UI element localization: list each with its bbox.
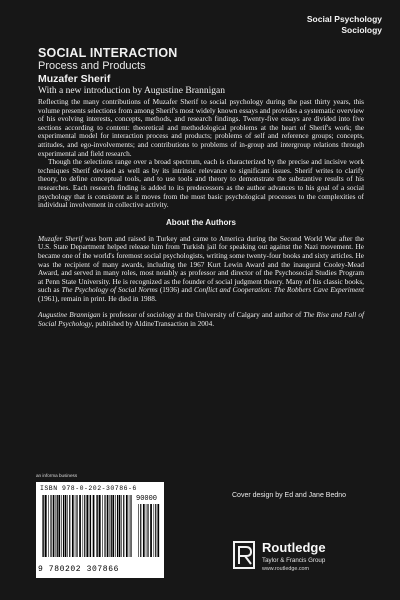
barcode-bar [112,495,114,557]
barcode-bar [42,495,43,557]
barcode-number: 9 780202 307866 [38,565,120,574]
barcode-bar [117,495,118,557]
publisher-url: www.routledge.com [262,566,310,572]
barcode-bar [99,495,101,557]
description-paragraph-2: Though the selections range over a broad spectrum, each is characterized by the precise and incisive work techniques Sherif devised as well as by its intrinsic relevance to significant issues. Sherif writes to clarify theory, to define conceptual tools, and to use tools and theory to demonstrate the substantive results of his researches. Each research finding is added to its predecessors as the author advances to his goal of a social psychology that is consistent as it moves from the most basic psychological processes to the complexities of individual involvement in collective activity. [38,157,364,210]
brannigan-book: The Rise and Fall of Social Psychology [38,310,364,329]
book-author: Muzafer Sherif [38,73,111,85]
barcode-bar [58,495,60,557]
barcode-bar [140,504,141,557]
barcode-bar [75,495,76,557]
sherif-book-1: The Psychology of Social Norms [61,285,158,295]
barcode-bar [129,495,130,557]
barcode-bar [146,504,147,557]
barcode-bar [72,495,74,557]
barcode-bar [111,495,112,557]
barcode-bar [69,495,70,557]
barcode-bar [110,495,111,557]
barcode-bar [61,495,62,557]
barcode-bar [155,504,156,557]
barcode-bar [138,504,139,557]
introduction-credit: With a new introduction by Augustine Brannigan [38,86,225,96]
barcode-bars [42,495,134,557]
publisher-name: Routledge [262,540,326,555]
barcode-bar [90,495,91,557]
barcode-bar [43,495,44,557]
publisher-block [232,540,372,576]
barcode-bar [67,495,68,557]
sherif-bio-text-1: was born and raised in Turkey and came to America during the Second World War after the U.S. State Department helped release him from Turkish jail for speaking out against the Nazi movement. He became one of the world's foremost social psychologists, writing some twenty-four books and sixty articles. He was the recipient of many awards, including the 1967 Kurt Lewin Award and the inaugural Cooley-Mead Award, and served in many roles, most notably as professor and director of the Psychosocial Studies Program at Penn State University. He is recognized as the founder of social judgment theory. Many of his classic books, such as [38,233,364,295]
barcode-bar [107,495,109,557]
brannigan-bio-text-1: is professor of sociology at the University of Calgary and author of [100,310,304,320]
barcode-bar [150,504,152,557]
barcode-bar [86,495,88,557]
sherif-bio-text-3: (1961), remain in print. He died in 1988. [38,293,157,303]
barcode-bar [115,495,116,557]
barcode-bar [119,495,121,557]
barcode-bar [93,495,95,557]
category-social-psychology: Social Psychology [306,14,382,24]
barcode-bar [84,495,85,557]
barcode-bar [157,504,159,557]
book-subtitle: Process and Products [38,60,146,72]
sherif-name: Muzafer Sherif [38,233,83,243]
barcode-bar [104,495,105,557]
barcode-bar [76,495,77,557]
barcode-bar [63,495,64,557]
isbn-barcode [36,482,164,578]
cover-design-credit: Cover design by Ed and Jane Bedno [232,492,347,499]
brannigan-name: Augustine Brannigan [38,310,101,320]
barcode-bar [56,495,57,557]
barcode-addon-bars [138,504,160,557]
barcode-bar [97,495,98,557]
barcode-bar [57,495,58,557]
barcode-bar [48,495,49,557]
barcode-bar [65,495,67,557]
price-addon-number: 90000 [136,495,158,503]
barcode-bar [53,495,55,557]
barcode-bar [96,495,97,557]
publisher-group: Taylor & Francis Group [262,557,326,564]
isbn-label: ISBN 978-0-202-30786-6 [40,485,137,492]
barcode-bar [89,495,90,557]
barcode-bar [154,504,155,557]
barcode-bar [79,495,81,557]
sherif-bio [38,235,364,304]
description-paragraph-1: Reflecting the many contributions of Muzafer Sherif to social psychology during the past thirty years, this volume presents selections from among Sherif's most widely known essays and provides a systematic overview of his evolving interests, concepts, methods, and research findings. Twenty-five essays are divided into five sections according to content: theoretical and methodological problems at the heart of Sherif's work; the experimental model for interaction process and products; problems of self and reference groups; concepts, attitudes, and ego-involvements; and contributions to problems of in-group and intergroup relations through experimental and field research. [38,97,364,158]
category-sociology: Sociology [341,25,382,35]
sherif-bio-text-2: (1936) and [157,285,194,295]
barcode-bar [121,495,122,557]
barcode-bar [143,504,145,557]
book-title: SOCIAL INTERACTION [38,46,178,60]
barcode-bar [83,495,84,557]
informa-business-label: an informa business [36,473,78,478]
barcode-bar [126,495,128,557]
barcode-bar [102,495,103,557]
brannigan-bio-text-2: , published by AldineTransaction in 2004. [91,319,215,329]
about-authors-heading: About the Authors [166,217,236,227]
routledge-logo-icon [232,540,256,570]
barcode-bar [147,504,148,557]
brannigan-bio [38,311,364,328]
barcode-bar [130,495,131,557]
barcode-bar [50,495,51,557]
barcode-bar [45,495,47,557]
category-labels [307,14,382,36]
barcode-bar [123,495,124,557]
main-content [38,46,364,329]
sherif-book-2: Conflict and Cooperation: The Robbers Cave Experiment [193,285,364,295]
